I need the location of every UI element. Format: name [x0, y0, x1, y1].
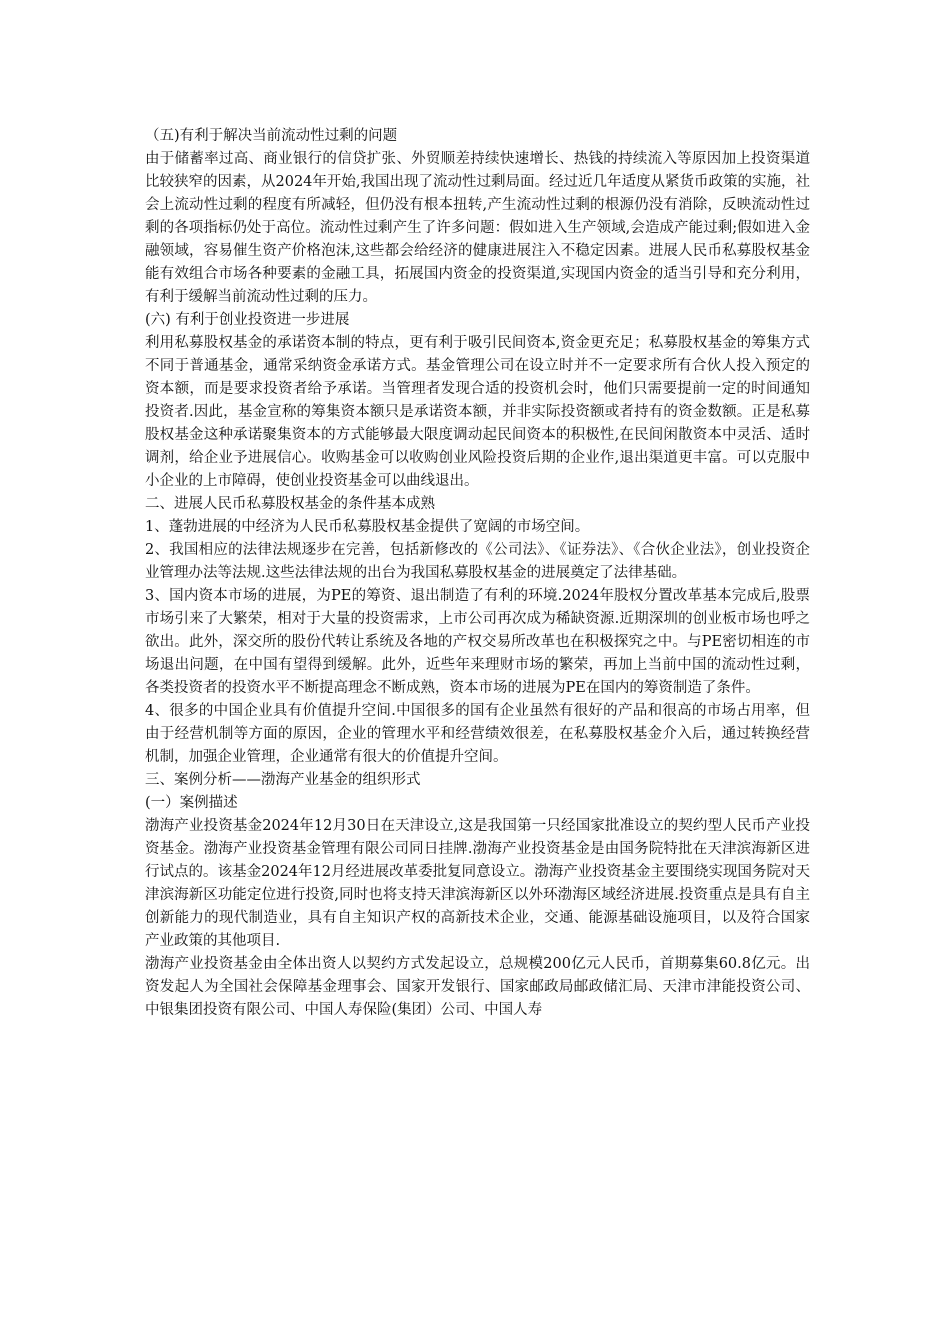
- section-heading-6: (六) 有利于创业投资进一步进展: [145, 312, 350, 328]
- paragraph-liquidity: 由于储蓄率过高、商业银行的信贷扩张、外贸顺差持续快速增长、热钱的持续流入等原因加上投资渠道比较狭窄的因素，从2024年开始,我国出现了流动性过剩局面。经过近几年适度从紧货币政策的实施，社会上流动性过剩的程度有所减轻，但仍没有根本扭转,产生流动性过剩的根源仍没有消除，反映流动性过剩的各项指标仍处于高位。流动性过剩产生了许多问题：假如进入生产领域,会造成产能过剩;假如进入金融领域，容易催生资产价格泡沫,这些都会给经济的健康进展注入不稳定因素。进展人民币私募股权基金能有效组合市场各种要素的金融工具，拓展国内资金的投资渠道,实现国内资金的适当引导和充分利用，有利于缓解当前流动性过剩的压力。: [145, 151, 811, 305]
- paragraph-venture-capital: 利用私募股权基金的承诺资本制的特点，更有利于吸引民间资本,资金更充足；私募股权基金的筹集方式不同于普通基金，通常采纳资金承诺方式。基金管理公司在设立时并不一定要求所有合伙人投入预定的资本额，而是要求投资者给予承诺。当管理者发现合适的投资机会时，他们只需要提前一定的时间通知投资者.因此，基金宣称的筹集资本额只是承诺资本额，并非实际投资额或者持有的资金数额。正是私募股权基金这种承诺聚集资本的方式能够最大限度调动起民间资本的积极性,在民间闲散资本中灵活、适时调剂，给企业予进展信心。收购基金可以收购创业风险投资后期的企业作,退出渠道更丰富。可以克服中小企业的上市障碍，使创业投资基金可以曲线退出。: [145, 335, 810, 489]
- section-heading-3: 三、案例分析——渤海产业基金的组织形式: [145, 772, 421, 788]
- list-item-3: 3、国内资本市场的进展，为PE的筹资、退出制造了有利的环境.2024年股权分置改革基本完成后,股票市场引来了大繁荣，相对于大量的投资需求，上市公司再次成为稀缺资源.近期深圳的创业板市场也呼之欲出。此外，深交所的股份代转让系统及各地的产权交易所改革也在积极探究之中。与PE密切相连的市场退出问题，在中国有望得到缓解。此外，近些年来理财市场的繁荣，再加上当前中国的流动性过剩，各类投资者的投资水平不断提高理念不断成熟，资本市场的进展为PE在国内的筹资制造了条件。: [145, 588, 810, 696]
- list-item-1: 1、蓬勃进展的中经济为人民币私募股权基金提供了宽阔的市场空间。: [145, 519, 590, 535]
- paragraph-bohai-fund: 渤海产业投资基金2024年12月30日在天津设立,这是我国第一只经国家批准设立的契约型人民币产业投资基金。渤海产业投资基金管理有限公司同日挂牌.渤海产业投资基金是由国务院特批在天津滨海新区进行试点的。该基金2024年12月经进展改革委批复同意设立。渤海产业投资基金主要围绕实现国务院对天津滨海新区功能定位进行投资,同时也将支持天津滨海新区以外环渤海区域经济进展.投资重点是具有自主创新能力的现代制造业，具有自主知识产权的高新技术企业，交通、能源基础设施项目，以及符合国家产业政策的其他项目.: [145, 818, 810, 949]
- list-item-2: 2、我国相应的法律法规逐步在完善，包括新修改的《公司法》、《证券法》、《合伙企业法》，创业投资企业管理办法等法规.这些法律法规的出台为我国私募股权基金的进展奠定了法律基础。: [145, 542, 810, 581]
- paragraph-bohai-investors: 渤海产业投资基金由全体出资人以契约方式发起设立，总规模200亿元人民币，首期募集60.8亿元。出资发起人为全国社会保障基金理事会、国家开发银行、国家邮政局邮政储汇局、天津市津能投资公司、中银集团投资有限公司、中国人寿保险(集团）公司、中国人寿: [145, 956, 810, 1018]
- section-heading-5: （五)有利于解决当前流动性过剩的问题: [145, 128, 398, 144]
- subsection-heading-case: (一）案例描述: [145, 795, 238, 811]
- section-heading-2: 二、进展人民币私募股权基金的条件基本成熟: [145, 496, 435, 512]
- document-body: [145, 125, 810, 1022]
- list-item-4: 4、很多的中国企业具有价值提升空间.中国很多的国有企业虽然有很好的产品和很高的市场占用率，但由于经营机制等方面的原因，企业的管理水平和经营绩效很差，在私募股权基金介入后，通过转换经营机制，加强企业管理，企业通常有很大的价值提升空间。: [145, 703, 810, 765]
